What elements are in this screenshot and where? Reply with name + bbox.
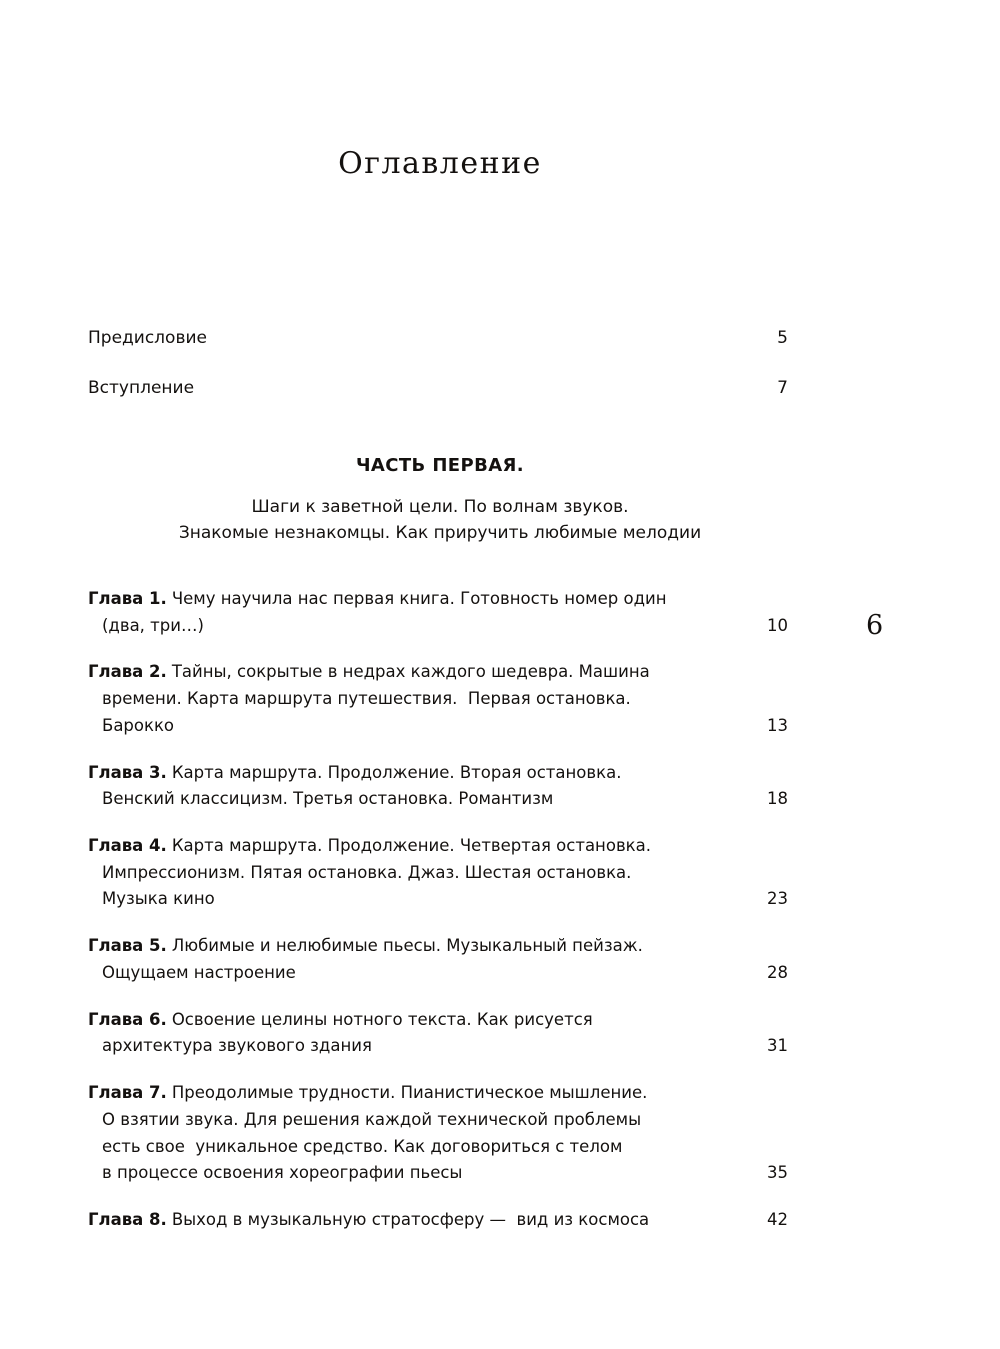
toc-chapter-number: Глава 3. bbox=[88, 762, 167, 782]
toc-chapter-line bbox=[88, 659, 788, 686]
toc-chapter-line bbox=[88, 833, 788, 860]
toc-entry[interactable] bbox=[88, 378, 788, 398]
toc-chapter-text bbox=[88, 586, 667, 613]
toc-chapter-title: Тайны, сокрытые в недрах каждого шедевра. Машина bbox=[171, 662, 650, 682]
toc-chapter-page: 18 bbox=[767, 789, 788, 809]
toc-chapter-text: Венский классицизм. Третья остановка. Романтизм bbox=[102, 789, 554, 809]
toc-chapter-line bbox=[88, 613, 788, 640]
toc-chapter-text: Импрессионизм. Пятая остановка. Джаз. Шестая остановка. bbox=[102, 862, 632, 882]
toc-chapter-entry[interactable] bbox=[88, 833, 788, 913]
leader-dots bbox=[563, 803, 752, 804]
toc-chapter-text bbox=[88, 933, 643, 960]
toc-chapter-entry[interactable] bbox=[88, 1007, 788, 1060]
part-subtitle-line-1: Шаги к заветной цели. По волнам звуков. bbox=[251, 497, 629, 517]
leader-dots bbox=[184, 730, 752, 731]
toc-chapter-text bbox=[88, 1207, 649, 1234]
toc-chapter-title: Освоение целины нотного текста. Как рисуется bbox=[171, 1009, 593, 1029]
leader-dots bbox=[204, 392, 752, 393]
toc-chapter-line bbox=[88, 933, 788, 960]
toc-chapter-number: Глава 5. bbox=[88, 936, 167, 956]
toc-chapter-line bbox=[88, 1033, 788, 1060]
toc-chapter-text: О взятии звука. Для решения каждой технической проблемы bbox=[102, 1109, 642, 1129]
toc-chapter-page: 42 bbox=[767, 1209, 788, 1229]
toc-chapter-line bbox=[88, 713, 788, 740]
toc-chapter-line bbox=[88, 686, 788, 713]
toc-chapter-text bbox=[88, 1007, 593, 1034]
toc-chapter-number: Глава 7. bbox=[88, 1083, 167, 1103]
toc-chapter-line bbox=[88, 1107, 788, 1134]
toc-chapter-page: 23 bbox=[767, 889, 788, 909]
toc-chapter-text: (два, три…) bbox=[102, 615, 204, 635]
toc-chapter-line bbox=[88, 1134, 788, 1161]
toc-chapter-entry[interactable] bbox=[88, 1207, 788, 1234]
toc-entry-page: 5 bbox=[777, 328, 788, 348]
toc-chapter-line bbox=[88, 886, 788, 913]
toc-chapter-entry[interactable] bbox=[88, 933, 788, 986]
page-number: 6 bbox=[866, 610, 884, 641]
toc-chapter-page: 28 bbox=[767, 962, 788, 982]
toc-chapter-number: Глава 1. bbox=[88, 589, 167, 608]
leader-dots bbox=[472, 1177, 752, 1178]
page-title: Оглавление bbox=[338, 146, 542, 181]
toc-chapter-title: Выход в музыкальную стратосферу — вид из космоса bbox=[171, 1209, 650, 1229]
toc-chapter-number: Глава 6. bbox=[88, 1009, 167, 1029]
toc-chapter-title: Чему научила нас первая книга. Готовность номер один bbox=[171, 589, 667, 608]
toc-chapter-page: 13 bbox=[767, 715, 788, 735]
leader-dots bbox=[659, 1224, 752, 1225]
toc-chapter-text: архитектура звукового здания bbox=[102, 1036, 372, 1056]
toc-chapter-line bbox=[88, 1080, 788, 1107]
toc-chapter-text bbox=[88, 1080, 647, 1107]
toc-chapter-title: Любимые и нелюбимые пьесы. Музыкальный пейзаж. bbox=[171, 936, 643, 956]
part-heading bbox=[0, 455, 880, 547]
toc-chapter-title: Преодолимые трудности. Пианистическое мышление. bbox=[171, 1083, 648, 1103]
toc-chapter-page: 31 bbox=[767, 1036, 788, 1056]
toc-chapter-line bbox=[88, 860, 788, 887]
toc-chapter-line bbox=[88, 586, 788, 613]
toc-chapter-title: Карта маршрута. Продолжение. Вторая остановка. bbox=[171, 762, 622, 782]
front-matter-list bbox=[88, 328, 788, 428]
toc-chapter-number: Глава 8. bbox=[88, 1209, 167, 1229]
toc-chapter-title: Карта маршрута. Продолжение. Четвертая остановка. bbox=[171, 836, 651, 856]
toc-entry-label: Вступление bbox=[88, 378, 195, 398]
toc-chapter-line bbox=[88, 1160, 788, 1187]
toc-chapter-text: в процессе освоения хореографии пьесы bbox=[102, 1163, 463, 1183]
toc-chapter-text: Музыка кино bbox=[102, 889, 215, 909]
toc-chapter-number: Глава 2. bbox=[88, 662, 167, 682]
leader-dots bbox=[217, 342, 752, 343]
leader-dots bbox=[225, 903, 752, 904]
toc-chapter-text bbox=[88, 659, 650, 686]
toc-chapter-entry[interactable] bbox=[88, 760, 788, 813]
toc-chapter-number: Глава 4. bbox=[88, 836, 167, 856]
toc-chapter-entry[interactable] bbox=[88, 586, 788, 639]
toc-chapter-entry[interactable] bbox=[88, 659, 788, 739]
toc-chapter-text: времени. Карта маршрута путешествия. Первая остановка. bbox=[102, 689, 631, 709]
toc-entry-page: 7 bbox=[777, 378, 788, 398]
toc-chapter-line bbox=[88, 760, 788, 787]
part-title: ЧАСТЬ ПЕРВАЯ. bbox=[355, 455, 525, 476]
toc-chapter-line bbox=[88, 960, 788, 987]
leader-dots bbox=[214, 630, 752, 631]
toc-chapter-text bbox=[88, 833, 651, 860]
toc-chapter-entry[interactable] bbox=[88, 1080, 788, 1187]
leader-dots bbox=[382, 1050, 752, 1051]
toc-chapter-line bbox=[88, 1007, 788, 1034]
toc-chapter-line bbox=[88, 1207, 788, 1234]
part-subtitle-line-2: Знакомые незнакомцы. Как приручить любимые мелодии bbox=[178, 523, 702, 544]
toc-entry-label: Предисловие bbox=[88, 328, 207, 348]
toc-chapter-text bbox=[88, 760, 621, 787]
toc-chapter-text: Барокко bbox=[102, 715, 175, 735]
toc-chapter-text: есть свое уникальное средство. Как договориться с телом bbox=[102, 1136, 623, 1156]
toc-chapter-page: 35 bbox=[767, 1163, 788, 1183]
toc-chapter-text: Ощущаем настроение bbox=[102, 962, 296, 982]
toc-chapter-line bbox=[88, 786, 788, 813]
leader-dots bbox=[306, 977, 752, 978]
chapter-list bbox=[88, 586, 788, 1254]
toc-entry[interactable] bbox=[88, 328, 788, 348]
toc-chapter-page: 10 bbox=[767, 615, 788, 635]
